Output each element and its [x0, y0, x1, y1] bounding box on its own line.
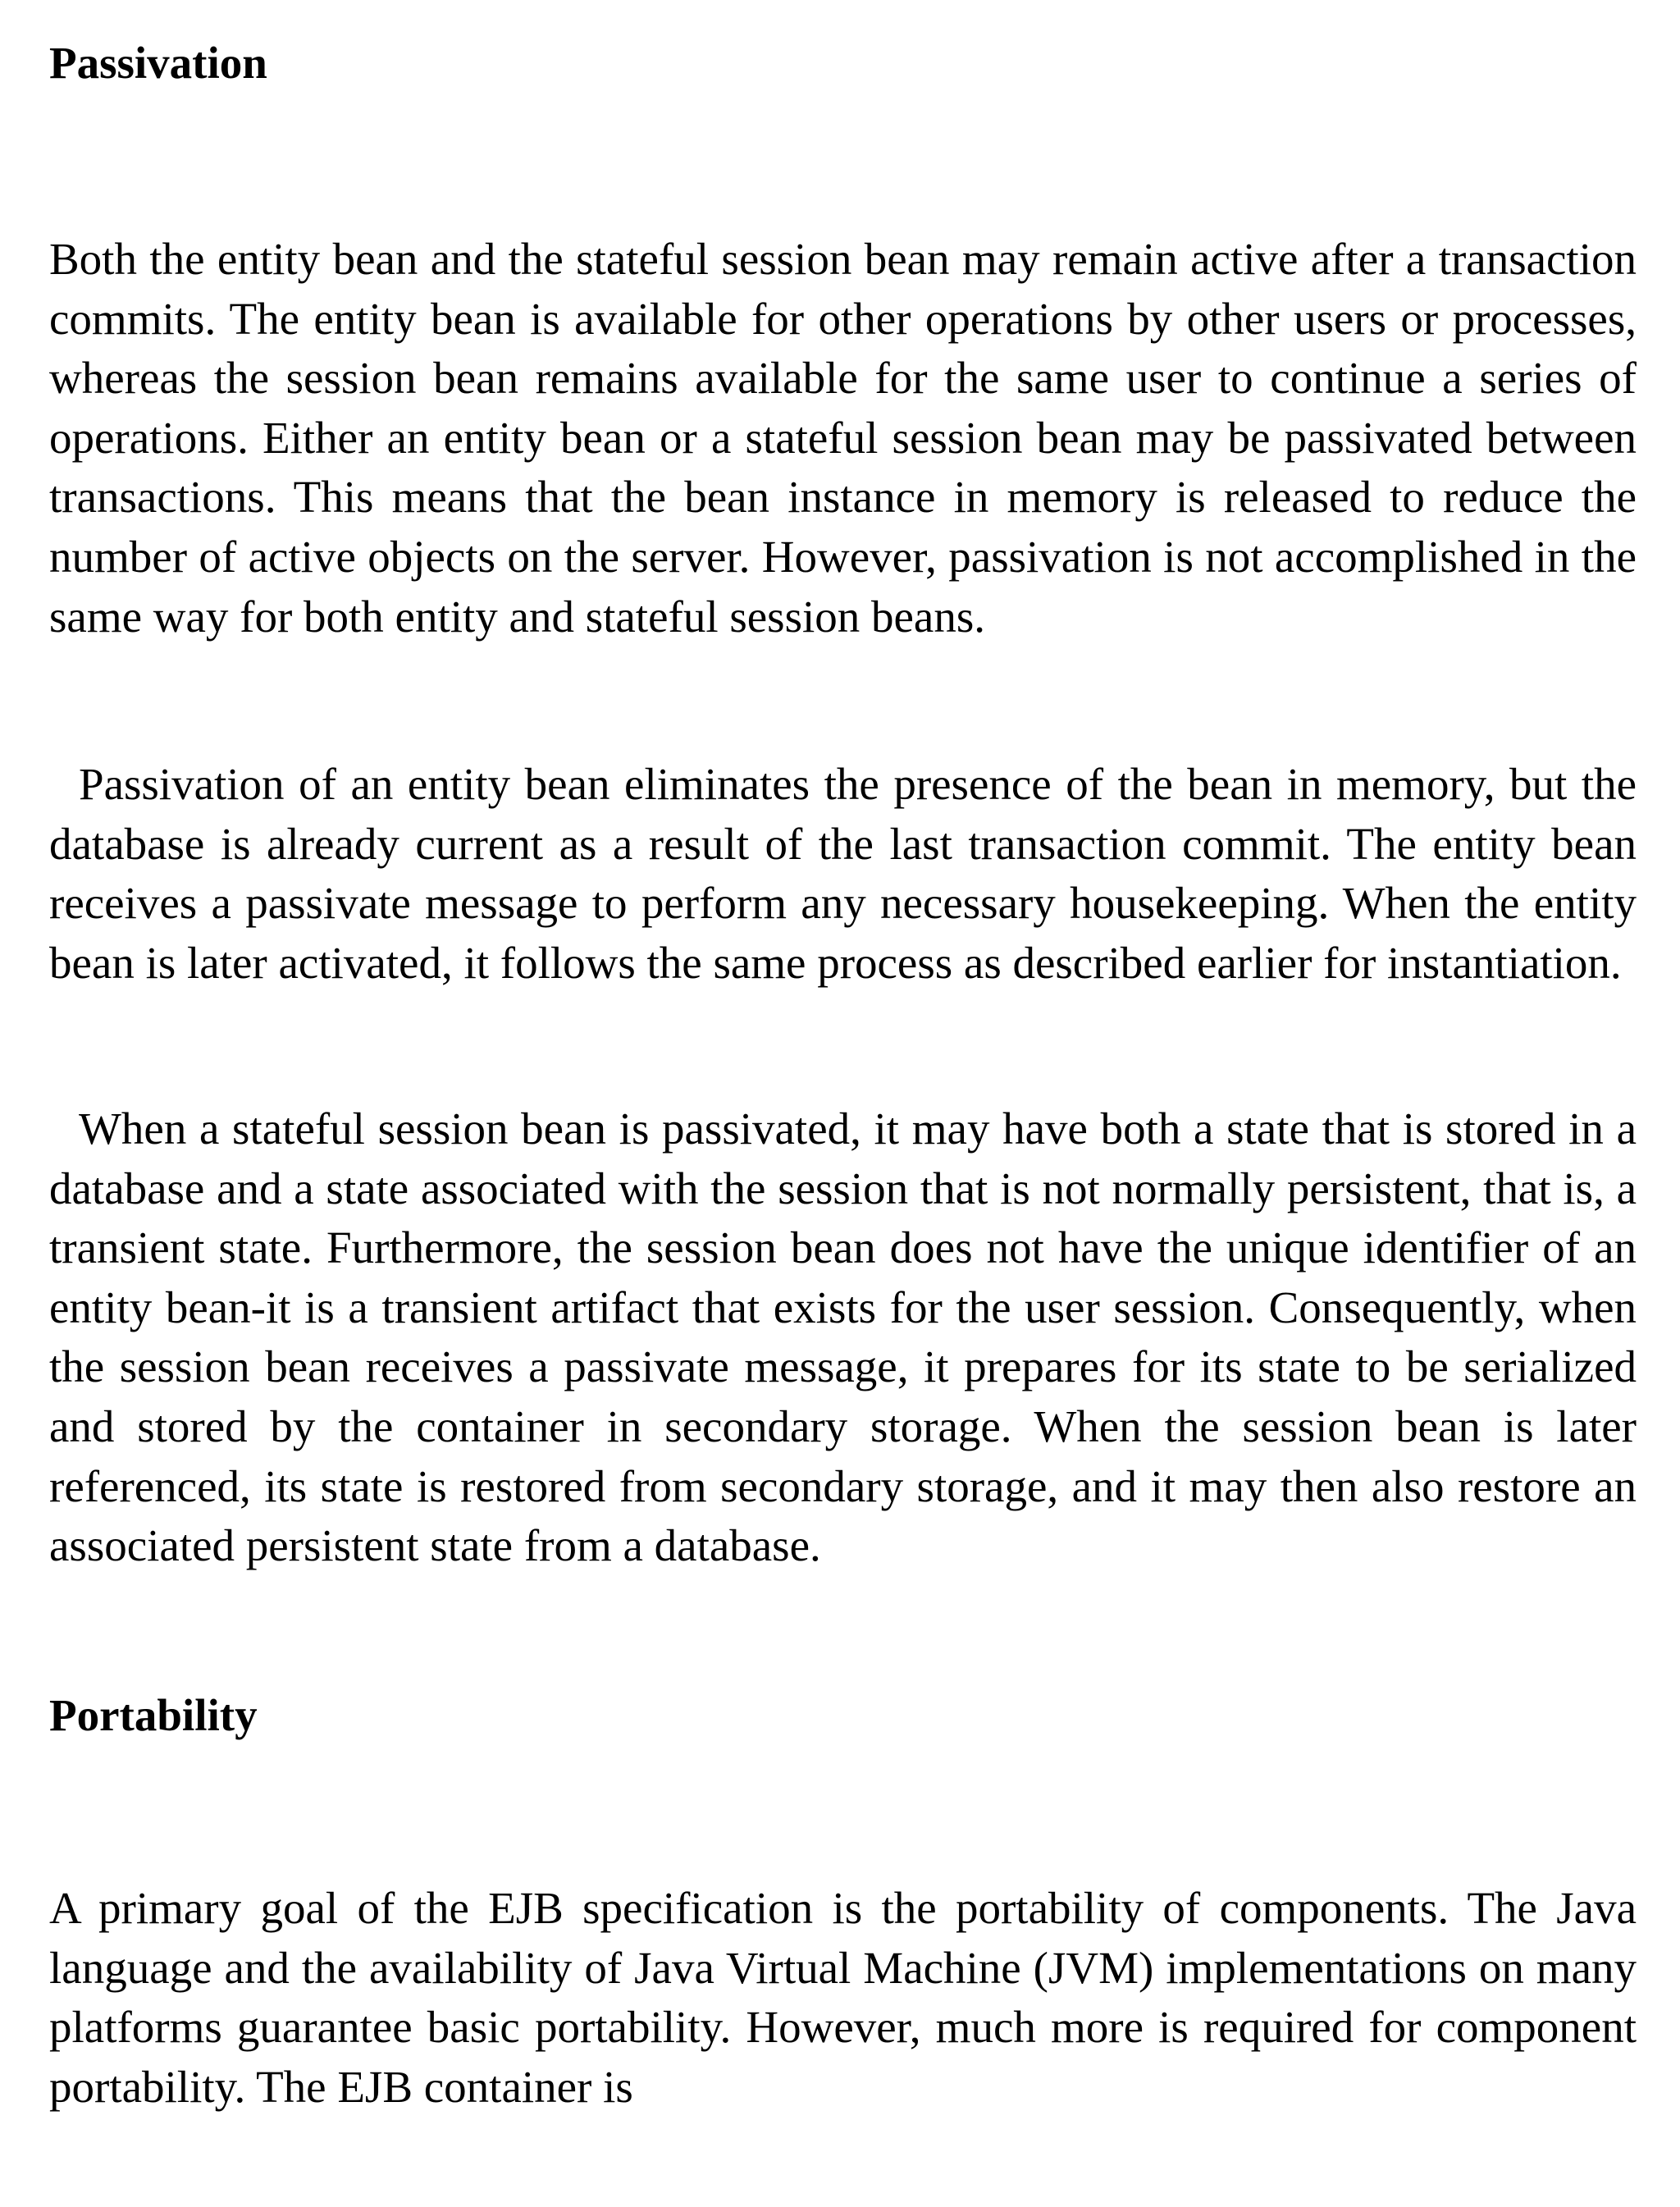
section-heading-passivation: Passivation	[49, 38, 267, 88]
section-heading-portability: Portability	[49, 1690, 258, 1740]
paragraph-session-bean-passivation: When a stateful session bean is passivated, it may have both a state that is stored in a database and a state associated with the session that is not normally persistent, that is, a transient state. Furthermore, the session bean does not have the unique identifier of an entity bean-it is a transient artifact that exists for the user session. Consequently, when the session bean receives a passivate message, it prepares for its state to be serialized and stored by the container in secondary storage. When the session bean is later referenced, its state is restored from secondary storage, and it may then also restore an associated persistent state from a database.	[49, 1104, 1637, 1571]
paragraph-entity-bean-passivation: Passivation of an entity bean eliminates the presence of the bean in memory, but the database is already current as a result of the last transaction commit. The entity bean receives a passivate message to perform any necessary housekeeping. When the entity bean is later activated, it follows the same process as described earlier for instantiation.	[49, 759, 1637, 988]
paragraph-passivation-intro: Both the entity bean and the stateful session bean may remain active after a transaction commits. The entity bean is available for other operations by other users or processes, whereas the session bean remains available for the same user to continue a series of operations. Either an entity bean or a stateful session bean may be passivated between transactions. This means that the bean instance in memory is released to reduce the number of active objects on the server. However, passivation is not accomplished in the same way for both entity and stateful session beans.	[49, 234, 1637, 642]
paragraph-portability: A primary goal of the EJB specification is the portability of components. The Java language and the availability of Java Virtual Machine (JVM) implementations on many platforms guarantee basic portability. However, much more is required for component portability. The EJB container is	[49, 1883, 1637, 2112]
